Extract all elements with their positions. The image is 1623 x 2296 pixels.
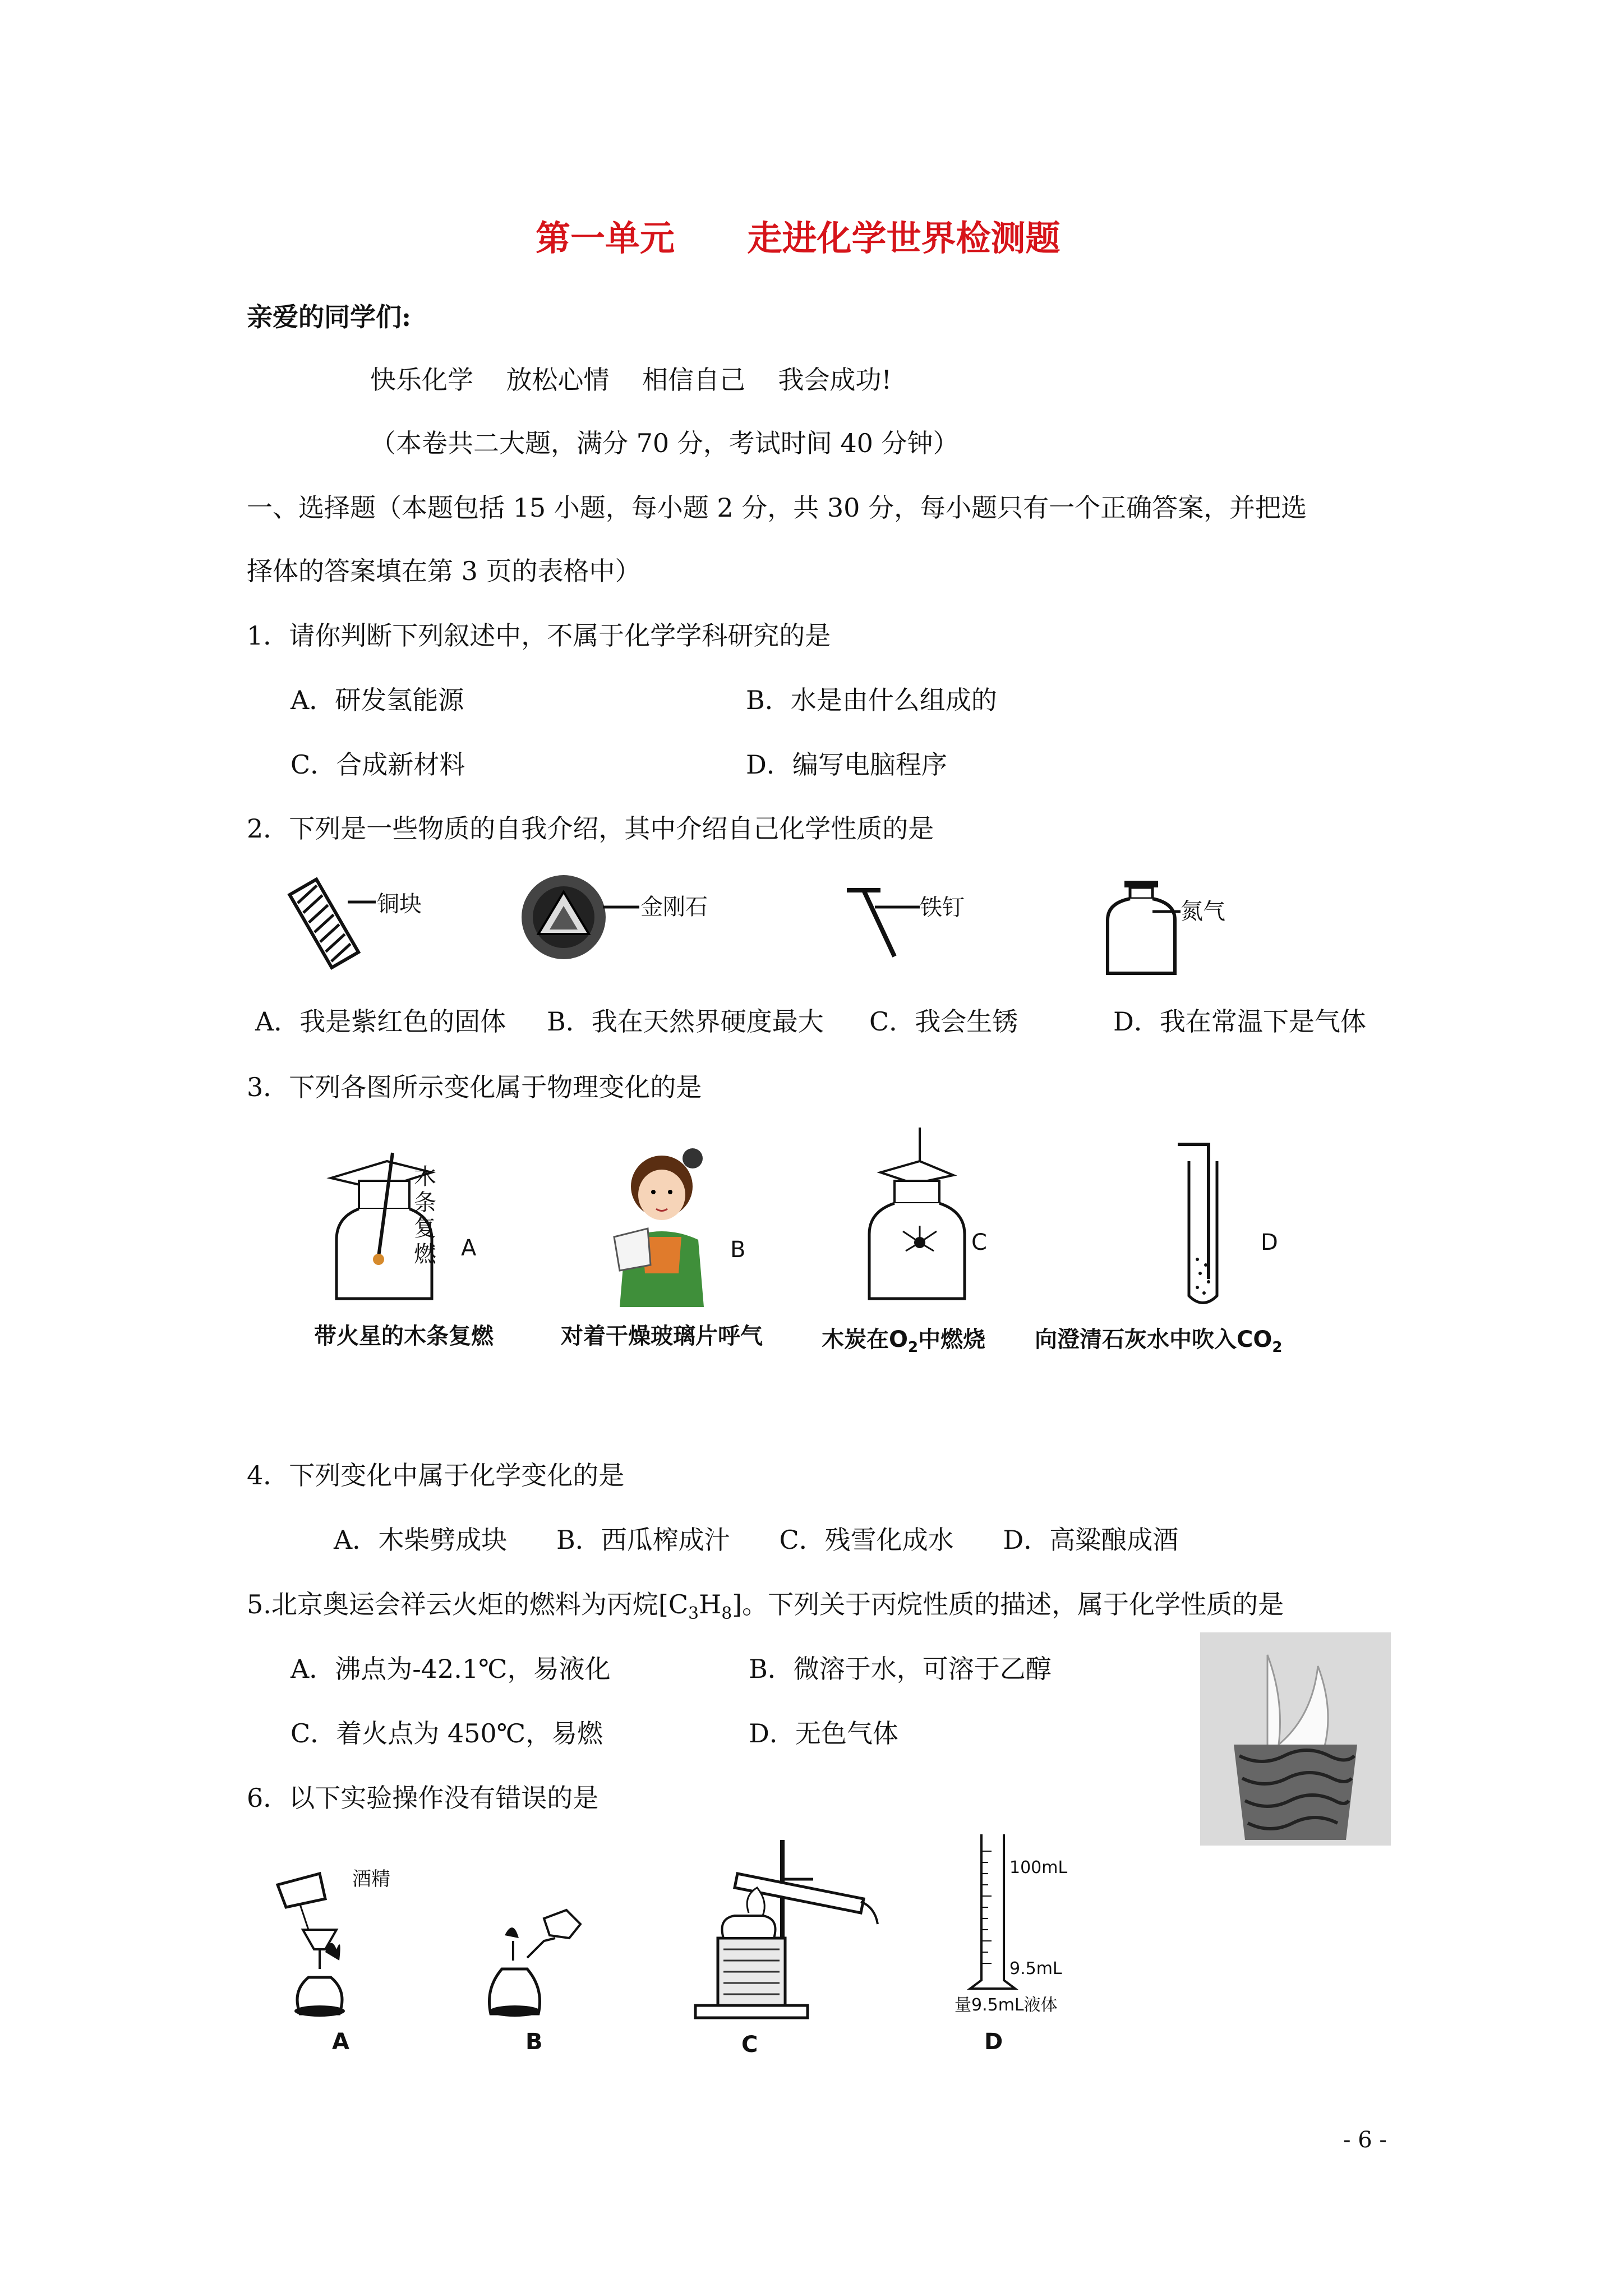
diamond-figure bbox=[519, 867, 642, 968]
q1-option-d: D．编写电脑程序 bbox=[746, 749, 947, 780]
motto: 快乐化学 放松心情 相信自己 我会成功! bbox=[370, 365, 892, 395]
exam-info: （本卷共二大题，满分 70 分，考试时间 40 分钟） bbox=[370, 428, 959, 458]
q3-letter-b: B bbox=[730, 1237, 746, 1263]
q5-option-c: C．着火点为 450℃，易燃 bbox=[291, 1718, 603, 1749]
q3-caption-c: 木炭在$O_2$中燃烧 bbox=[822, 1327, 986, 1356]
q6-letter-c: C bbox=[741, 2032, 758, 2058]
copper-block-label: 铜块 bbox=[377, 891, 422, 917]
q2-option-d: D．我在常温下是气体 bbox=[1113, 1006, 1366, 1037]
diamond-label: 金刚石 bbox=[640, 894, 708, 920]
q5-option-b: B．微溶于水，可溶于乙醇 bbox=[749, 1654, 1052, 1684]
page-title: 第一单元 走进化学世界检测题 bbox=[536, 218, 1061, 259]
q6-figure-c-heating-stand bbox=[684, 1834, 886, 2031]
q3-caption-d: 向澄清石灰水中吹入$CO_2$ bbox=[1035, 1327, 1283, 1356]
q6-stem: 6．以下实验操作没有错误的是 bbox=[247, 1783, 599, 1813]
q3-letter-d: D bbox=[1261, 1230, 1278, 1255]
q1-option-b: B．水是由什么组成的 bbox=[746, 685, 997, 715]
q3-figure-c-bottle bbox=[858, 1128, 970, 1313]
copper-block-figure bbox=[286, 875, 376, 970]
q3-caption-a: 带火星的木条复燃 bbox=[314, 1323, 494, 1349]
q1-stem: 1．请你判断下列叙述中，不属于化学学科研究的是 bbox=[247, 620, 831, 651]
q1-option-c: C．合成新材料 bbox=[291, 749, 465, 780]
q1-option-a: A．研发氢能源 bbox=[291, 685, 464, 715]
torch-photo bbox=[1200, 1632, 1391, 1846]
q2-option-b: B．我在天然界硬度最大 bbox=[547, 1006, 824, 1037]
cylinder-mark-label: 9.5mL bbox=[1009, 1959, 1062, 1978]
iron-nail-figure bbox=[841, 884, 925, 962]
q2-option-c: C．我会生锈 bbox=[869, 1006, 1018, 1037]
q2-stem: 2．下列是一些物质的自我介绍，其中介绍自己化学性质的是 bbox=[247, 813, 934, 844]
q6-figure-b-lamp-lighting bbox=[482, 1907, 594, 2025]
q6-letter-d: D bbox=[984, 2029, 1003, 2055]
q5-option-a: A．沸点为-42.1℃，易液化 bbox=[291, 1654, 611, 1684]
section1-line2: 择体的答案填在第 3 页的表格中） bbox=[247, 556, 641, 586]
greeting: 亲爱的同学们: bbox=[247, 302, 411, 332]
cylinder-top-label: 100mL bbox=[1009, 1858, 1068, 1878]
q3-figure-b-girl bbox=[600, 1144, 712, 1313]
q3-side-text: 木条复燃 bbox=[414, 1164, 436, 1267]
nitrogen-label: 氮气 bbox=[1181, 899, 1225, 924]
section1-line1: 一、选择题（本题包括 15 小题，每小题 2 分，共 30 分，每小题只有一个正确答案，并把选 bbox=[247, 493, 1307, 523]
nitrogen-bottle-figure bbox=[1099, 878, 1183, 979]
q3-stem: 3．下列各图所示变化属于物理变化的是 bbox=[247, 1072, 702, 1102]
q4-options: A．木柴劈成块 B．西瓜榨成汁 C．残雪化成水 D．高粱酿成酒 bbox=[334, 1525, 1179, 1555]
q3-caption-b: 对着干燥玻璃片呼气 bbox=[561, 1323, 763, 1349]
q3-figure-d-tube bbox=[1175, 1139, 1242, 1313]
alcohol-label: 酒精 bbox=[352, 1868, 390, 1890]
q3-letter-a: A bbox=[461, 1235, 477, 1261]
q5-stem: 5.北京奥运会祥云火炬的燃料为丙烷$[C_3H_8]$。下列关于丙烷性质的描述，属于化学性质的是 bbox=[247, 1589, 1284, 1624]
q2-option-a: A．我是紫红色的固体 bbox=[255, 1006, 506, 1037]
q4-stem: 4．下列变化中属于化学变化的是 bbox=[247, 1460, 625, 1490]
page-number: - 6 - bbox=[1343, 2127, 1387, 2153]
q6-letter-a: A bbox=[332, 2029, 349, 2055]
iron-nail-label: 铁钉 bbox=[920, 895, 965, 921]
cylinder-caption: 量9.5mL液体 bbox=[955, 1995, 1058, 2015]
q6-letter-b: B bbox=[525, 2029, 543, 2055]
q5-option-d: D．无色气体 bbox=[749, 1718, 898, 1749]
q3-letter-c: C bbox=[971, 1230, 987, 1255]
